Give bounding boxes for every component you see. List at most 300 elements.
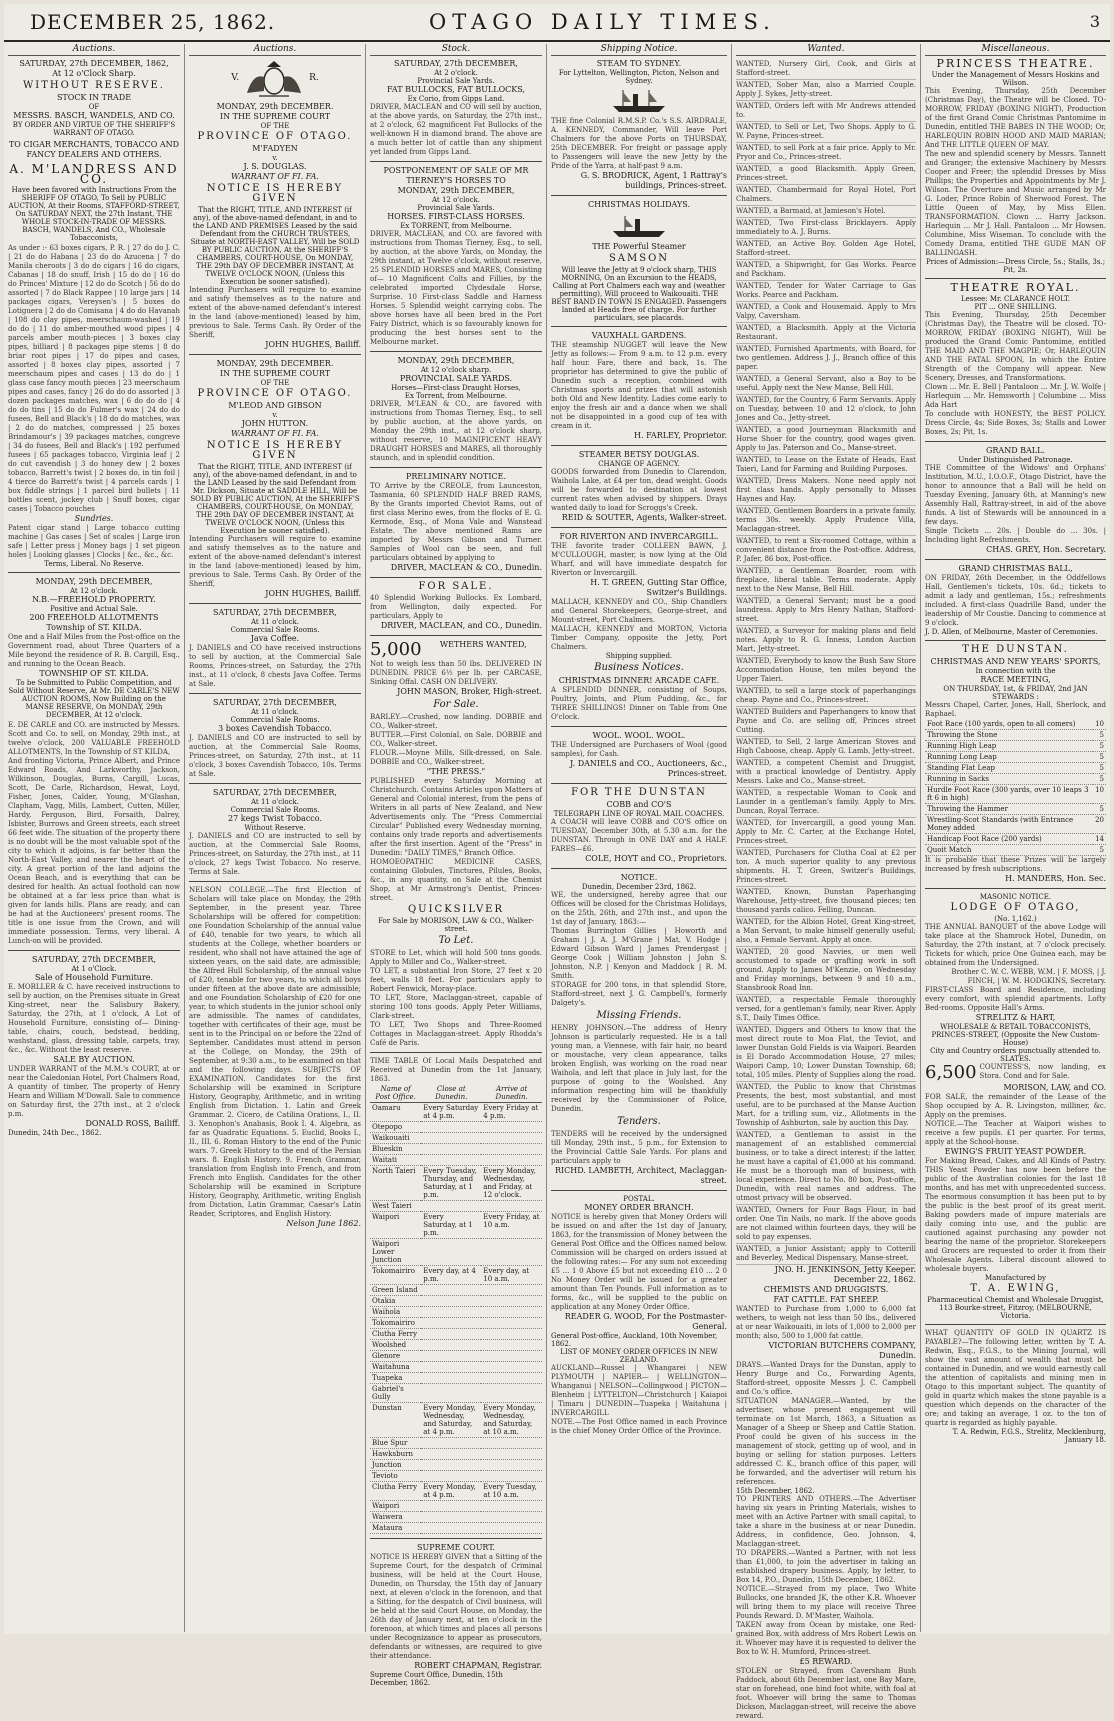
table-row [370, 1523, 542, 1534]
signature: COLE, HOYT and CO., Proprietors. [585, 854, 727, 863]
wanted-ad: WANTED, 20 good Navvies, or men well accustomed to spade or grafting work in soft ground. Apply to James M'Kenzie, on Wednesday and Friday mornings, between 9 and 10 a.m., Stansbrook Road Inn. [736, 947, 916, 995]
notice-headline: NOTICE IS HEREBY GIVEN [206, 440, 344, 461]
party-name: J. S. DOUGLAS. [243, 162, 307, 171]
notice-subhead: CHANGE OF AGENCY. [598, 460, 680, 468]
table-cell [481, 1155, 542, 1166]
table-cell [421, 1449, 481, 1460]
notice-headline: STEAM TO SYDNEY. [596, 59, 682, 68]
notice-headline: POSTAL. [623, 1195, 655, 1203]
notice-headline: FOR SALE. [418, 581, 494, 592]
steamship-illustration [551, 213, 727, 239]
notice-headline: NOTICE. [620, 873, 658, 882]
signature: ROBERT CHAPMAN, Registrar. [414, 1661, 542, 1670]
divider [8, 950, 180, 951]
notice-text: 40 Splendid Working Bullocks. Ex Lombard, from Wellington, daily expected. For particulars, Apply to [370, 594, 542, 620]
auction-time: At 1 o'Clock. [71, 965, 117, 973]
notice-headline: "THE PRESS." [426, 767, 486, 776]
table-cell: Tuapeka [370, 1373, 421, 1384]
auction-date: MONDAY, 29th DECEMBER. [216, 359, 334, 368]
notice-headline: EWING'S FRUIT YEAST POWDER. [944, 1147, 1087, 1156]
table-cell: Wrestling-Scot Standards (with Entrance Money added [925, 815, 1093, 834]
divider [551, 726, 727, 727]
table-cell: Standing Flat Leap [925, 763, 1093, 774]
notice-headline: CHRISTMAS DINNER! ARCADE CAFE. [558, 676, 720, 685]
auction-headline: MESSRS. BASCH, WANDELS, AND CO. [13, 111, 175, 120]
table-cell: Mataura [370, 1523, 421, 1534]
table-cell [481, 1362, 542, 1373]
table-cell [481, 1239, 542, 1266]
divider [925, 1324, 1106, 1325]
table-cell [481, 1351, 542, 1362]
notice-date: ON THURSDAY, 1st, & FRIDAY, 2nd JAN [943, 685, 1088, 693]
table-cell: Gabriel's Gully [370, 1384, 421, 1403]
table-cell: Every Monday, Wednesday, and Friday, at 12 o'clock. [481, 1166, 542, 1201]
auction-text: E. MORLLER & C. have received instructions to sell by auction, on the Premises situate in Great King-street, near the Salisbury Bakery, Saturday, the 27th, at 1 o'clock, A Lot of Household Furniture, consisting of— Dining-table, chairs, couch, bedstead, bedding, washstand, glass, dressing table, carpets, tray, &c., &c. Without the least reserve. [8, 983, 180, 1054]
section-heading: For Sale. [433, 699, 479, 710]
auction-time: At 12 o'clock. [69, 587, 118, 595]
auction-list: As under :- 63 boxes cigars, P. R. | 27 do do J. C. | 21 do do Habana | 23 do do Azucena | 7 do Manila cheroots | 3 do do cigars | 16 do cigars, Cabanas | 18 do snuff, Irish | 15 do do | 16 do do Princes' Mixture | 12 do do Scotch | 56 do do assorted | 7 do Black Rappee | 10 large jars | 14 packages cigars, Vereysen's | 5 boxes do Lotiguera | 2 do do Comisana | 4 do do Havanah | 108 do clay pipes, meerschaum-washed | 19 do do | 11 do amber-mouthed wood pipes | 4 parcels amber mouth-pieces | 3 boxes clay pipes, billiard | 8 packages pipe stems | 8 do briar root pipes | 17 do pipes and cases, assorted | 8 boxes clay pipes, assorted | 7 meerschaum pipes and cases | 13 do do | 1 glass case fancy mouth pieces | 23 meerschaum pipes and cases, fancy | 26 do do do assorted | 3 dozen packages matches, wax | 6 do do do | 4 do do tins | 15 do do Fulmer's wax | 24 do do fusees, Bell and Black's | 18 do do matches, wax | 2 do do matches, compressed | 25 boxes Brindamour's | 39 packages matches, congreve | 34 do fusees, Bell and Black's | 192 perfumed fusees | 65 packages tobacco, Virginia leaf | 2 do cut cavendish | 3 do honey dew | 2 boxes tobacco, Barrett's twist | 2 boxes do, in tin foil | 4 tierce do Barrett's twist | 4 parcels cards | 1 box fiddle strings | 1 parcel bird bullets | 11 bottles scent, jockey club | Snuff boxes, cigar cases | Tobacco pouches [8, 244, 180, 513]
table-cell: Throwing the Stone [925, 730, 1093, 741]
notice-headline: MASONIC NOTICE. [979, 893, 1052, 901]
column-heading: Wanted. [736, 44, 916, 56]
steward-names: Messrs Chapel, Carter, Jones, Hall, Sherlock, and Raphael. [925, 701, 1106, 718]
table-row [370, 1362, 542, 1373]
divider [551, 326, 727, 327]
table-cell [421, 1523, 481, 1534]
warrant-title: WARRANT OF FI. FA. [231, 429, 319, 438]
auction-time: At 12 o'clock sharp. [420, 366, 492, 374]
table-cell: Every Saturday, at 1 p.m. [421, 1212, 481, 1239]
table-cell [481, 1340, 542, 1351]
notice-text: TO Arrive by the CREOLE, from Launceston, Tasmania, 60 SPLENDID HALF BRED RAMS, By the Grants imported Cheviot Rams, out of first class Merino ewes, from the flocks of E. G. Kermode, Esq., of Mona Vale and Wanstead Estate. The above mentioned Rams are imported by Messrs Gibson and Turner. Samples of Wool can be seen, and full particulars obtained by applying to [370, 482, 542, 562]
wanted-ad: WANTED, Gentlemen Boarders in a private family, terms 30s. weekly. Apply Prudence Villa, Maclaggan-street. [736, 506, 916, 536]
notice-headline: GRAND CHRISTMAS BALL, [958, 564, 1073, 573]
divider [551, 195, 727, 196]
table-cell: Every Monday, at 4 p.m. [421, 1482, 481, 1501]
wanted-ad: WANTED, Furnished Apartments, with Board, for two gentlemen. Address J. J., Branch office of this paper. [736, 344, 916, 374]
cast-list: Clown ... Mr. E. Bell | Pantaloon ... Mr. J. W. Wolfe | Harlequin ... Mr. Hemsworth | Columbine ... Miss Ada Hart [925, 383, 1106, 409]
signatory-list: Thomas Burrington Gillies | Howorth and Graham | J. A. J. M'Grane | Mat. V. Hodge | Edward Gibson Ward | James Prendergast | George Cook | William Johnston | John S. Johnston, N.P. | Kenyon and Maddock | R. M. Smith. [551, 927, 727, 980]
notice-headline: LODGE OF OTAGO, [950, 902, 1081, 913]
crest-letter: V. [231, 73, 240, 83]
wanted-ad: WANTED, for the Albion Hotel, Great King-street, a Man Servant, to make himself generally useful; also, a Female Servant. Apply at once. [736, 917, 916, 947]
auction-headline: Township of ST. KILDA. [46, 623, 142, 632]
table-cell [421, 1501, 481, 1512]
auction-subhead: Positive and Actual Sale. [50, 605, 138, 613]
auction-terms: Terms, Liberal. No Reserve. [44, 560, 144, 568]
table-cell: Hawksburn [370, 1449, 421, 1460]
classified-ad: FOR SALE, the remainder of the Lease of the Shop occupied by A. R. Livingston, milliner, &c. Apply on the premises. [925, 1093, 1106, 1119]
classified-ad: MALLACH, KENNEDY and CO., Ship Chandlers and General Storekeepers, George-street, and Mount-street, Port Chalmers. [551, 598, 727, 624]
notice-text: ON FRIDAY, 26th December, in the Oddfellows Hall, Gentlemen's tickets, 10s. 6d.; tickets to admit a lady and gentleman, 15s.; refreshments included. A first-class Quadrille Band, under the leadership of Mr Coustie. Dancing to commence at 9 o'clock. [925, 574, 1106, 627]
auction-text: J. DANIELS and CO have received instructions to sell by auction, at the Commercial Sale Rooms, Princes-street, on Saturday, the 27th inst., at 11 o'clock, 8 chests Java Coffee. Terms at Sale. [189, 644, 361, 688]
column-heading: Auctions. [189, 44, 361, 56]
table-cell [481, 1523, 542, 1534]
wanted-ad: WANTED, to Lease on the Estate of Heads, East Taieri, Land for Farming and Building Purposes. [736, 455, 916, 476]
notice-subhead: Under the Management of Messrs Hoskins and Wilson. [931, 71, 1100, 87]
signature: JNO. H. JENKINSON, Jetty Keeper. December 22, 1862. [774, 1265, 916, 1284]
auction-date: SATURDAY, 27th DECEMBER, [213, 698, 337, 707]
table-cell [481, 1307, 542, 1318]
notice-headline: SUPREME COURT. [416, 1543, 496, 1552]
notice-text: Intending Purchasers will require to examine and satisfy themselves as to the nature and extent of the above-named defendant's interest in the land (above-mentioned) leased by him, previous to Sale. Terms Cash. By Order of the Sheriff, [189, 286, 361, 339]
auction-headline: N.B.—FREEHOLD PROPERTY. [32, 595, 156, 604]
table-row [925, 785, 1106, 804]
crest-letter: R. [309, 73, 319, 83]
wanted-ad: WANTED, for the Country, 6 Farm Servants. Apply on Tuesday, between 10 and 12 o'clock, to John Jones and Co., Jetty-street. [736, 395, 916, 425]
notice-text: It is probable that these Prizes will be largely increased by fresh subscriptions. [925, 856, 1106, 873]
table-cell: Every Friday, at 10 a.m. [481, 1212, 542, 1239]
party-name: JOHN HUTTON. [241, 419, 309, 428]
auction-subhead: Ex Corio, from Gipps Land. [407, 95, 505, 103]
royal-crest [189, 59, 361, 99]
column-auctions-2 [185, 44, 366, 1632]
newspaper-title: OTAGO DAILY TIMES. [429, 10, 776, 34]
notice-headline: NOTICE IS HEREBY GIVEN [206, 183, 344, 204]
signature: JOHN HUGHES, Bailiff. [265, 589, 361, 598]
table-cell: Handicap Foot Race (200 yards) [925, 834, 1093, 845]
wanted-ad: WANTED, a good Journeyman Blacksmith and Horse Shoer for the country, good wages given. Apply to Jas. Paterson and Co., Manse-street. [736, 425, 916, 455]
table-cell: Oamaru [370, 1103, 421, 1122]
table-cell [481, 1133, 542, 1144]
auction-headline: POSTPONEMENT OF SALE OF MR TIERNEY'S HORSES TO [383, 166, 529, 185]
table-row [370, 1373, 542, 1384]
signature: RICHD. LAMBETH, Architect, Maclaggan-street. [554, 1166, 727, 1185]
table-cell [481, 1460, 542, 1471]
wanted-ad: WANTED, a Junior Assistant; apply to Cotterill and Beverley, Medical Dispensary, Manse-street. [736, 1244, 916, 1265]
section-heading: To Let. [438, 935, 474, 946]
notice-headline: QUICKSILVER [407, 904, 504, 915]
notice-text: TENDERS will be received by the undersigned till Monday, 29th inst., 5 p.m., for Extension to the Provincial Cattle Sale Yards. For plans and particulars apply to [551, 1130, 727, 1165]
wanted-ad: WANTED, the Public to know that Christmas Presents, the best, most substantial, and most useful, are to be purchased at the Manse Auction Mart, for a trifling sum, viz., Allotments in the Township of Ashburton, sale by auction this Day. [736, 1082, 916, 1130]
notice-text: That the RIGHT, TITLE, AND INTEREST (if any), of the above-named defendant, in and to the LAND Leased by the said Defendant from Mr. Dickson, Situate at SADDLE HILL, Will be SOLD BY PUBLIC AUCTION, At the SHERIFF'S CHAMBERS, COURT-HOUSE, On MONDAY, THE 29th DAY OF DECEMBER INSTANT, At TWELVE O'CLOCK NOON, (Unless this Execution be sooner satisfied). [190, 463, 360, 535]
table-row [370, 1307, 542, 1318]
masthead [4, 4, 1110, 42]
auction-headline: Sale of Household Furniture. [34, 973, 154, 982]
classified-ad: STOLEN or Strayed, from Caversham Bush Paddock, about 6th December last, one Bay Mare, star on forehead, one hind foot white, with foal at foot. Whoever will bring the same to Thomas Dickson, Maclaggan-street, will receive the above reward. [736, 1667, 916, 1720]
notice-text: This Evening, Thursday, 25th December (Christmas Day), the Theatre will be closed. TO-MORROW, FRIDAY (BOXING NIGHT), Will be produced the Grand Comic Pantomime, entitled THE MAID AND THE MAGPIE; Or, HARLEQUIN AND THE FATAL SPOON, In which the Entire Strength of the Company will appear. New Scenery, Dresses, and Transformations. [925, 311, 1106, 382]
table-row [370, 1482, 542, 1501]
table-cell [421, 1144, 481, 1155]
table-cell [421, 1460, 481, 1471]
court-name: IN THE SUPREME COURT [219, 369, 331, 378]
table-cell: 5 [1093, 741, 1106, 752]
column-heading: Auctions. [8, 44, 180, 56]
table-row [370, 1133, 542, 1144]
table-row [370, 1438, 542, 1449]
notice-text: Shipping supplied. [605, 652, 673, 660]
table-row [925, 763, 1106, 774]
table-cell: Every Friday at 4 p.m. [481, 1103, 542, 1122]
table-row [370, 1201, 542, 1212]
wanted-ad: WANTED, Chambermaid for Royal Hotel, Port Chalmers. [736, 185, 916, 206]
table-cell: Throwing the Hammer [925, 804, 1093, 815]
notice-text: To conclude with HONESTY, the BEST POLICY. Dress Circle, 4s; Side Boxes, 3s; Stalls and Lower Boxes, 2s; Pit, 1s. [925, 410, 1106, 436]
signature: CHAS. GREY, Hon. Secretary. [986, 545, 1106, 554]
divider [925, 441, 1106, 442]
auction-text: DRIVER, MACLEAN, and CO. are favored with instructions from Thomas Tierney, Esq., to sell, by auction, at the above Yards, on Monday, the 29th instant, at Twelve o'clock, without reserve, 25 SPLENDID HORSES and MARES, Consisting of— 10 Magnificent Colts and Fillies, by the celebrated imported Clydesdale Horse, Surprise. 10 First-class Saddle and Harness Horses. 5 Splendid weight carrying cobs. The above horses have all been bred in the Port Fairy District, which is so favourably known for producing the best horses sent to the Melbourne market. [370, 230, 542, 346]
table-row [925, 815, 1106, 834]
divider [925, 278, 1106, 279]
table-row [925, 752, 1106, 763]
table-header-cell: Name of Post Office. [370, 1084, 421, 1103]
notice-headline: VAUXHALL GARDENS. [591, 331, 687, 340]
notice-headline: CHRISTMAS HOLIDAYS. [588, 200, 690, 209]
notice-text: NOTICE IS HEREBY GIVEN that a Sitting of the Supreme Court, for the despatch of Criminal business, will be held at the Court House, Dunedin, on Thursday, the 15th day of January next, at eleven o'clock in the forenoon, and that a Sitting, for the despatch of Civil business, will be held at the said Court House, on Monday, the 26th day of January next, at ten o'clock in the forenoon, at which times and places all persons under Recognizance to appear as prosecutors, defendants or witnesses, are required to give their attendance. [370, 1553, 542, 1660]
table-cell [421, 1239, 481, 1266]
auction-time: At 2 o'clock. [434, 69, 478, 77]
table-row [370, 1449, 542, 1460]
signature: Brother C. W. C. WEBB, W.M. | F. MOSS, | J. FINCH, | W. M. HODGKINS, Secretary. [951, 968, 1106, 985]
sale-location: Commercial Sale Rooms. [230, 806, 320, 814]
wanted-ad: WANTED, a Blacksmith. Apply at the Victoria Restaurant. [736, 323, 916, 344]
classified-ad: TO PRINTERS AND OTHERS.—The Advertiser having six years in Printing Materials, wishes to meet with an Active Partner with small capital, to take a share in the business at or near Dunedin. Address, in confidence, Geo. Johnson, 4, Maclaggan-street. [736, 1495, 916, 1548]
notice-text: PUBLISHED every Saturday Morning at Christchurch. Contains Articles upon Matters of General and Colonial interest, from the pens of Writers in all parts of New Zealand, and New Advertisements only. The "Press Commercial Circular" Published every Wednesday morning, contains only trade reports and advertisements after the first insertion. Agent of the "Press" in Dunedin: "DAILY TIMES," Branch Office. [370, 777, 542, 857]
column-heading: Stock. [370, 44, 542, 56]
signature: MORISON, LAW, and CO. [1003, 1083, 1106, 1092]
auction-text: J. DANIELS and CO are instructed to sell by auction, at the Commercial Sale Rooms, Princes-street, on Saturday, the 27th inst., at 11 o'clock, 27 kegs Twist Tobacco. No reserve. Terms at Sale. [189, 832, 361, 876]
classified-ad: TO LET, a substantial Iron Store, 27 feet x 20 feet, walls 18 feet. For particulars apply to Robert Fenwick, Moray-place. [370, 967, 542, 993]
wanted-ad: WANTED, Tender for Water Carriage to Gas Works. Pearce and Packham. [736, 281, 916, 302]
ticket-prices: PIT ... ONE SHILLING. [974, 303, 1057, 311]
auction-date: SATURDAY, 27th DECEMBER, [394, 59, 518, 68]
table-cell [421, 1296, 481, 1307]
auction-headline: FAT BULLOCKS, FAT BULLOCKS, [387, 85, 525, 94]
table-cell [421, 1362, 481, 1373]
table-cell [421, 1340, 481, 1351]
classified-ad: DRAYS.—Wanted Drays for the Dunstan, apply to Henry Burge and Co., Forwarding Agents, Stafford-street, opposite Messrs J. C. Campbell and Co.'s office. [736, 1361, 916, 1396]
table-cell: Dunstan [370, 1403, 421, 1438]
text: OF [88, 103, 100, 111]
table-header-cell: Close at Dunedin. [421, 1084, 481, 1103]
table-cell [481, 1144, 542, 1155]
auction-text: BY ORDER AND VIRTUE OF THE SHERIFF'S WARRANT OF OTAGO. [12, 121, 176, 137]
page-number: 3 [1089, 12, 1100, 31]
classified-ad: FLOUR.—Moyne Mills, Silk-dressed, on Sale. DOBBIE and CO., Walker-street. [370, 749, 542, 766]
section-label: Sundries. [74, 514, 114, 523]
wanted-ad: WANTED, a good Blacksmith. Apply Green, Princes-street. [736, 164, 916, 185]
classified-ad: TO LET, Store, Maclaggan-street, capable of storing 100 tons goods. Apply Peter Williams, Clark-street. [370, 994, 542, 1020]
table-row [925, 730, 1106, 741]
table-row [370, 1384, 542, 1403]
wanted-ad: WANTED, to sell a large stock of paperhangings cheap. Payne and Co., Princes-street. [736, 686, 916, 707]
notice-headline: FOR RIVERTON AND INVERCARGILL. [559, 532, 719, 541]
notice-headline: FAT CATTLE. FAT SHEEP. [773, 1295, 879, 1304]
table-row [370, 1144, 542, 1155]
table-cell [421, 1318, 481, 1329]
table-cell: Waipori Lower Junction [370, 1239, 421, 1266]
table-cell [421, 1351, 481, 1362]
signature: DONALD ROSS, Bailiff. [85, 1119, 180, 1128]
divider [551, 527, 727, 528]
wanted-ad: WANTED, Purchasers for Clutha Coal at £2 per ton. A much superior quality to any previous shipments. H. T. Green, Switzer's Buildings, Princes-street. [736, 848, 916, 887]
royal-coat-of-arms-icon [239, 59, 309, 99]
table-row [925, 804, 1106, 815]
auction-headline: TOWNSHIP OF ST. KILDA. [39, 669, 149, 678]
auction-headline: 200 FREEHOLD ALLOTMENTS [29, 613, 159, 622]
table-cell [481, 1384, 542, 1403]
warrant-title: WARRANT OF FI. FA. [231, 172, 319, 181]
table-row [370, 1512, 542, 1523]
wanted-ad: WANTED, a Shipwright, for Gas Works. Pearce and Packham. [736, 260, 916, 281]
notice-subhead: For Lyttelton, Wellington, Picton, Nelson and Sydney. [558, 69, 720, 85]
table-cell: Hurdle Foot Race (300 yards, over 10 leaps 3 ft 6 in high) [925, 785, 1093, 804]
steamship-icon [609, 88, 669, 114]
auction-text: E. DE CARLE and CO. are instructed by Messrs. Scott and Co. to sell, on Monday, 29th inst., at twelve o'clock, 200 VALUABLE FREEHOLD ALLOTMENTS, In the Township of ST KILDA, [8, 721, 180, 756]
dateline: Dunedin, December 23rd, 1862. [581, 883, 697, 891]
wanted-ad: WANTED, a respectable Female thoroughly versed, for a gentleman's family, near River. Apply S.T., Daily Times Office. [736, 995, 916, 1025]
table-cell [421, 1307, 481, 1318]
text: OF THE [260, 122, 290, 130]
divider [189, 693, 361, 694]
auction-time: At 12 o'Clock Sharp. [52, 69, 136, 78]
large-number: 5,000 [370, 639, 422, 660]
dateline: Nelson June 1862. [286, 1219, 361, 1228]
table-cell: 5 [1093, 845, 1106, 856]
dateline: Dunedin, 24th Dec., 1862. [8, 1129, 102, 1137]
wanted-ad: WANTED, a General Servant, also a Boy to be useful. Apply next the New Manse, Bell Hill. [736, 374, 916, 395]
table-row [370, 1266, 542, 1285]
column-stock [366, 44, 547, 1687]
auction-subhead: Ex Torrent, from Melbourne. [404, 392, 508, 400]
table-cell [481, 1449, 542, 1460]
table-cell: West Taieri [370, 1201, 421, 1212]
signature: READER G. WOOD, For the Postmaster-General. [564, 1312, 727, 1331]
table-cell: Glenore [370, 1351, 421, 1362]
table-row [925, 774, 1106, 785]
column-heading: Miscellaneous. [925, 44, 1106, 56]
party-name: M'LEOD AND GIBSON [228, 401, 322, 410]
notice-headline: STEAMER BETSY DOUGLAS. [578, 450, 700, 459]
article-text: WHAT QUANTITY OF GOLD IN QUARTZ IS PAYABLE?—The following letter, written by T. A. Redwin, Esq., F.G.S., to the Mining Journal, will show the vast amount of wealth that must be contained in Dunedin, and we would earnestly call the attention of capitalists and mining men in Otago to this important subject. The quantity of gold in quartz which makes the stone payable is a question which depends on the character of the ore; and taking an average, 1 oz. to the ton of quartz is regarded as highly payable. [925, 1329, 1106, 1427]
notice-text: Will leave the Jetty at 9 o'clock sharp, THIS MORNING, On an Excursion to the HEADS, Calling at Port Chalmers each way and (weather permitting), Will proceed to Waikouaiti. THE BEST BAND IN TOWN IS ENGAGED. Passengers landed at Heads free of charge. For further particulars, see placards. [551, 266, 727, 322]
divider [551, 868, 727, 869]
divider [8, 572, 180, 573]
table-body [370, 1103, 542, 1534]
divider [925, 559, 1106, 560]
wanted-ad: WANTED, to sell Pork at a fair price. Apply to Mr. Pryor and Co., Princes-street. [736, 143, 916, 164]
notice-headline: FOR THE DUNSTAN [571, 787, 707, 798]
notice-subhead: In connection with the [975, 667, 1056, 675]
classified-ad: NOTICE.—Strayed from my place, Two White Bullocks, one branded JK, the other K.R. Whoever will bring them to my place will receive Three Pounds Reward. D. M'Master, Waihola. [736, 1585, 916, 1620]
column-miscellaneous [921, 44, 1110, 1632]
notice-text: THE Committee of the Widows' and Orphans' Institution, M.U., I.O.O.F., Otago District, have the honor to announce that a Ball will be held on Tuesday Evening, January 6th, at Manning's new Assembly Hall, Rattray-street, in aid of the above funds. A list of Stewards will be announced in a few days. [925, 464, 1106, 526]
classified-ad: FIRST-CLASS Board and Residence, including every comfort, with splendid apartments. Lofty Bed-rooms. Opposite Hall's Arms. [925, 986, 1106, 1012]
table-cell [481, 1329, 542, 1340]
table-cell: Clutha Ferry [370, 1329, 421, 1340]
auction-headline: WITHOUT RESERVE. [23, 80, 165, 91]
notice-headline: STRELITZ & HART, [975, 1013, 1056, 1022]
notice-subhead: PRINCES-STREET, (Opposite the New Custom-House) [931, 1031, 1100, 1047]
divider [189, 603, 361, 604]
table-cell: Otakia [370, 1296, 421, 1307]
divider [189, 783, 361, 784]
table-cell [421, 1285, 481, 1296]
table-cell: Blueskin [370, 1144, 421, 1155]
table-row [925, 719, 1106, 730]
text: v. [272, 154, 278, 162]
issue-date: DECEMBER 25, 1862. [30, 10, 276, 34]
table-cell: Waiwera [370, 1512, 421, 1523]
table-cell [481, 1318, 542, 1329]
table-cell: Every day, at 10 a.m. [481, 1266, 542, 1285]
auction-headline: SALE BY AUCTION. [53, 1055, 135, 1064]
table-cell [481, 1501, 542, 1512]
notice-subhead: COBB and CO'S [606, 800, 672, 809]
table-cell [421, 1438, 481, 1449]
college-notice: NELSON COLLEGE.—The first Election of Scholars will take place on Monday, the 29th September, in the present year. Three Scholarships will be offered for competition: one Foundation Scholarship of the annual value of £40, tenable for two years, to which all students at the College, whether boarders or resident, who shall not have attained the age of sixteen years, on the said date, are admissible; the Alfred Hull Scholarship, of the annual value of £20, tenable for two years, to which all boys under fifteen at the above date are admissible; and one Foundation Scholarship of £20 for one year, to which students in the junior school only are admissible. The names of candidates, together with certificates of their age, must be sent in to the Principal on or before the 22nd of September. Candidates must attend in person at the College, on Monday, the 29th of September, at 9:30 a.m., to be examined on that and the following days. SUBJECTS OF EXAMINATION. Candidates for the first Scholarship will be examined in Scripture History, Geography, Arithmetic, and in writing English from Dictation. 1. Latin and Greek Grammar. 2. Cicero, de Catilina Orations, I., II. 3. Xenophon's Anabasis, Book I. 4. Algebra, as far as Quadratic Equations. 5. Euclid, Books I., II., III. 6. Roman History to the end of the Punic wars. 7. Greek History to the end of the Persian wars. 8. English History. 9. French Grammar, translation from English into French, and from French into English. Candidates for the other Scholarship will be examined in Scripture History, Geography, Arithmetic, writing English from Dictation, Latin Grammar, Caesar's Latin Reader, Scriptores, and English History. [189, 886, 361, 1218]
table-row [370, 1122, 542, 1133]
wanted-ad: WANTED, Known, Dunstan Paperhanging Warehouse, Jetty-street, five thousand pieces; ten thousand yards calico. Felling, Duncan. [736, 887, 916, 917]
dateline: General Post-office, Auckland, 10th November, 1862. [551, 1332, 718, 1348]
table-cell: Waitahuna [370, 1362, 421, 1373]
table-cell: Woolshed [370, 1340, 421, 1351]
signature: JOHN HUGHES, Bailiff. [265, 340, 361, 349]
court-name: IN THE SUPREME COURT [219, 112, 331, 121]
table-row [370, 1296, 542, 1307]
ticket-prices: Prices of Admission:—Dress Circle, 5s.; Stalls, 3s.; Pit, 2s. [925, 258, 1106, 274]
sale-location: Provincial Sale Yards. [417, 77, 495, 85]
notice-text: THE fine Colonial R.M.S.P. Co.'s S.S. AIRDRALE, A. KENNEDY, Commander, Will leave Port Chalmers for the above Ports on THURSDAY, 25th DECEMBER. For freight or passage apply to Passengers will leave the new Jetty by the Pride of the Yarra, at half-past 9 a.m. [551, 117, 727, 170]
table-cell: 5 [1093, 763, 1106, 774]
party-name: M'FADYEN [252, 144, 298, 153]
auction-text: DRIVER, M'LEAN & CO., are favored with instructions from Thomas Tierney, Esq., to sell by public auction, at the above yards, on Monday the 29th inst., at 12 o'clock sharp, without reserve, 10 MAGNIFICENT HEAVY DRAUGHT HORSES and MARES, all thoroughly staunch, and in splendid condition. [370, 400, 542, 462]
signature: J. DANIELS and CO., Auctioneers, &c., Princes-street. [570, 759, 727, 778]
notice-subhead: STEWARDS : [992, 693, 1039, 701]
table-cell [421, 1155, 481, 1166]
wanted-ad: WANTED, to Sell or Let, Two Shops. Apply to G. W. Payne, Princes-street. [736, 122, 916, 143]
table-row [370, 1329, 542, 1340]
table-row [370, 1285, 542, 1296]
table-cell [421, 1201, 481, 1212]
auction-subhead: Ex TORRENT, from Melbourne. [400, 222, 512, 230]
table-cell: Tokomairiro [370, 1266, 421, 1285]
classified-ad: SITUATION MANAGER.—Wanted, by the advertiser, whose present engagement will terminate on 1st March, 1863, a Situation as Manager of a Sheep or Sheep and Cattle Station. Proof could be given of his success in the management of stock, getting up of wool, and in buying or selling for station purposes. Letters addressed C. K., branch office of this paper, will be forwarded, and the advertiser will return his references. [736, 1397, 916, 1486]
signature: VICTORIAN BUTCHERS COMPANY, Dunedin. [768, 1341, 916, 1360]
notice-text: THE steamship NUGGET will leave the New Jetty as follows:— From 9 a.m. to 12 p.m. every half hour. Fare, there and back, 1s. The proprietor has determined to give the public of Dunedin such a reception, combined with Christmas sports and prizes that will astonish both Old and New Identity. Ladies come early to enjoy the fresh air and a dance when we shall not be disappointed in a good cup of tea with cream in it. [551, 341, 727, 430]
table-cell: 5 [1093, 804, 1106, 815]
table-cell: Junction [370, 1460, 421, 1471]
notice-text: THE ANNUAL BANQUET of the above Lodge will take place at the Shamrock Hotel, Dunedin, on Saturday, the 27th instant, at 7 o'clock precisely. Tickets for which, price One Guinea each, may be obtained from the Undersigned. [925, 923, 1106, 967]
auction-headline: STOCK IN TRADE [56, 93, 132, 102]
notice-text: THE Undersigned are Purchasers of Wool (good samples), for Cash. [551, 741, 727, 758]
wanted-ad: WANTED, Two First-class Bricklayers. Apply immediately to A. J. Burns. [736, 218, 916, 239]
table-cell [481, 1296, 542, 1307]
table-cell [481, 1438, 542, 1449]
section-heading: Tenders. [617, 1116, 661, 1127]
table-header-row [370, 1084, 542, 1103]
signature: DRIVER, MACLEAN, and CO., Dunedin. [380, 621, 542, 630]
auction-headline: 27 kegs Twist Tobacco. [228, 814, 322, 823]
auction-time: At 12 o'clock. [431, 196, 480, 204]
notice-text: For Making Bread, Cakes, and All Kinds of Pastry. THIS Yeast Powder has now been before the public of the Australian colonies for the last 18 months, and has met with unprecedented success. The enormous consumption it has been put to by the public is the best proof of its great merit. Baking powders made of impure materials are daily coming into use, and the public are cautioned against purchasing any powder not bearing the name of the proprietor. Storekeepers and Grocers are requested to order it from their Wholesale Agents. Liberal discount allowed to wholesale buyers. [925, 1157, 1106, 1273]
wanted-ad: WANTED, Nursery Girl, Cook, and Girls at Stafford-street. [736, 59, 916, 80]
divider [370, 351, 542, 352]
notice-text: Intending Purchasers will require to examine and satisfy themselves as to the nature and extent of the above-named defendant's interest in the land (above-mentioned) leased by him, previous to Sale. Terms Cash. By Order of the Sheriff, [189, 535, 361, 588]
notice-text: NOTICE is hereby given that Money Orders will be issued on and after the 1st day of January, 1863, for the transmission of Money between the General Post Office and the Offices named below. Commission will be charged on orders issued at the following rates:— For any sum not exceeding £5 ... 1 0 Above £5 but not exceeding £10 ... 2 0 No Money Order will be issued for a greater amount than Ten Pounds. Full information as to forms, &c., will be supplied to the public on application at any Money Order Office. [551, 1213, 727, 1311]
notice-subhead: Pharmaceutical Chemist and Wholesale Druggist, 113 Bourke-street, Fitzroy, (MELBOURNE, Victoria. [927, 1296, 1104, 1320]
wanted-ad: WANTED, a Barmaid, at Jamieson's Hotel. [736, 206, 916, 218]
wanted-ad: WANTED, a competent Chemist and Druggist, with a practical knowledge of Dentistry. Apply Messrs. Lake and Co., Manse-street. [736, 758, 916, 788]
manufacturer-name: T. A. EWING, [970, 1283, 1061, 1294]
table-cell: 10 [1095, 720, 1104, 728]
notice-text: WANTED to Purchase from 1,000 to 6,000 fat wethers, to weigh not less than 50 lbs., delivered at or near Waikouaiti, in lots of 1,000 to 2,000 per month; also, 500 to 1,000 fat cattle. [736, 1305, 916, 1340]
table-row [925, 834, 1106, 845]
table-header-cell: Arrive at Dunedin. [481, 1084, 542, 1103]
table-cell: Blue Spur [370, 1438, 421, 1449]
classified-ad: STORAGE for 200 tons, in that splendid Store, Stafford-street, next J. G. Campbell's, formerly Dalgety's. [551, 981, 727, 1007]
signature: H. FARLEY, Proprietor. [634, 431, 727, 440]
